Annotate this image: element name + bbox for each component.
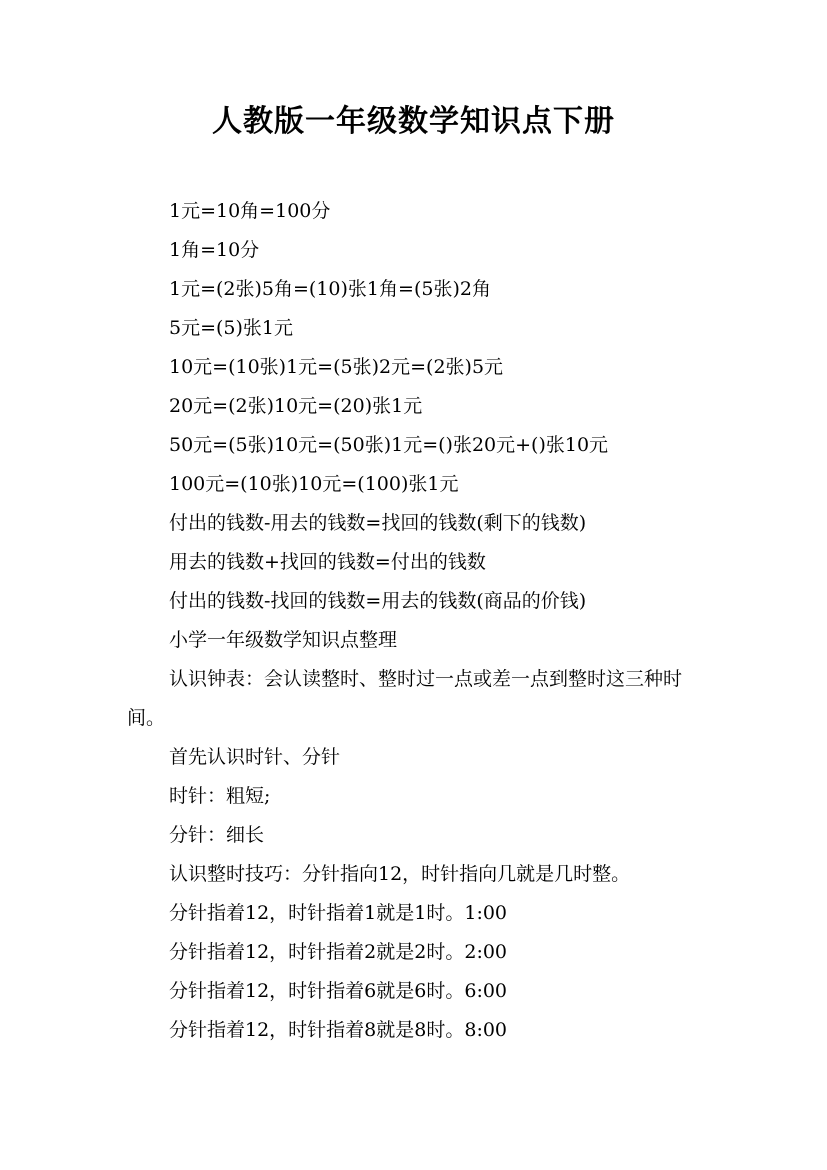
- paragraph-10-yuan-exchange: 10元=(10张)1元=(5张)2元=(2张)5元: [169, 356, 504, 378]
- document-title: 人教版一年级数学知识点下册: [212, 104, 615, 139]
- paragraph-time-6: 分针指着12，时针指着6就是6时。6:00: [169, 980, 508, 1002]
- paragraph-change-formula-2: 用去的钱数+找回的钱数=付出的钱数: [169, 551, 486, 573]
- paragraph-5-yuan-exchange: 5元=(5)张1元: [169, 317, 294, 339]
- paragraph-jiao-fen: 1角=10分: [169, 239, 260, 261]
- paragraph-hands-intro: 首先认识时针、分针: [169, 746, 341, 768]
- paragraph-clock-intro: 认识钟表：会认读整时、整时过一点或差一点到整时这三种时间。: [127, 668, 683, 729]
- paragraph-hour-hand: 时针：粗短;: [169, 785, 271, 807]
- paragraph-hour-tip: 认识整时技巧：分针指向12，时针指向几就是几时整。: [169, 863, 631, 885]
- paragraph-change-formula-1: 付出的钱数-用去的钱数=找回的钱数(剩下的钱数): [169, 512, 587, 534]
- paragraph-change-formula-3: 付出的钱数-找回的钱数=用去的钱数(商品的价钱): [169, 590, 587, 612]
- document-body: [127, 192, 717, 1050]
- paragraph-time-2: 分针指着12，时针指着2就是2时。2:00: [169, 941, 508, 963]
- paragraph-time-8: 分针指着12，时针指着8就是8时。8:00: [169, 1019, 508, 1041]
- paragraph-20-yuan-exchange: 20元=(2张)10元=(20)张1元: [169, 395, 423, 417]
- paragraph-minute-hand: 分针：细长: [169, 824, 265, 846]
- section-heading-knowledge: 小学一年级数学知识点整理: [169, 629, 398, 651]
- paragraph-1-yuan-exchange: 1元=(2张)5角=(10)张1角=(5张)2角: [169, 278, 491, 300]
- paragraph-money-units: 1元=10角=100分: [169, 200, 331, 222]
- paragraph-time-1: 分针指着12，时针指着1就是1时。1:00: [169, 902, 508, 924]
- paragraph-100-yuan-exchange: 100元=(10张)10元=(100)张1元: [169, 473, 459, 495]
- paragraph-50-yuan-exchange: 50元=(5张)10元=(50张)1元=()张20元+()张10元: [169, 434, 609, 456]
